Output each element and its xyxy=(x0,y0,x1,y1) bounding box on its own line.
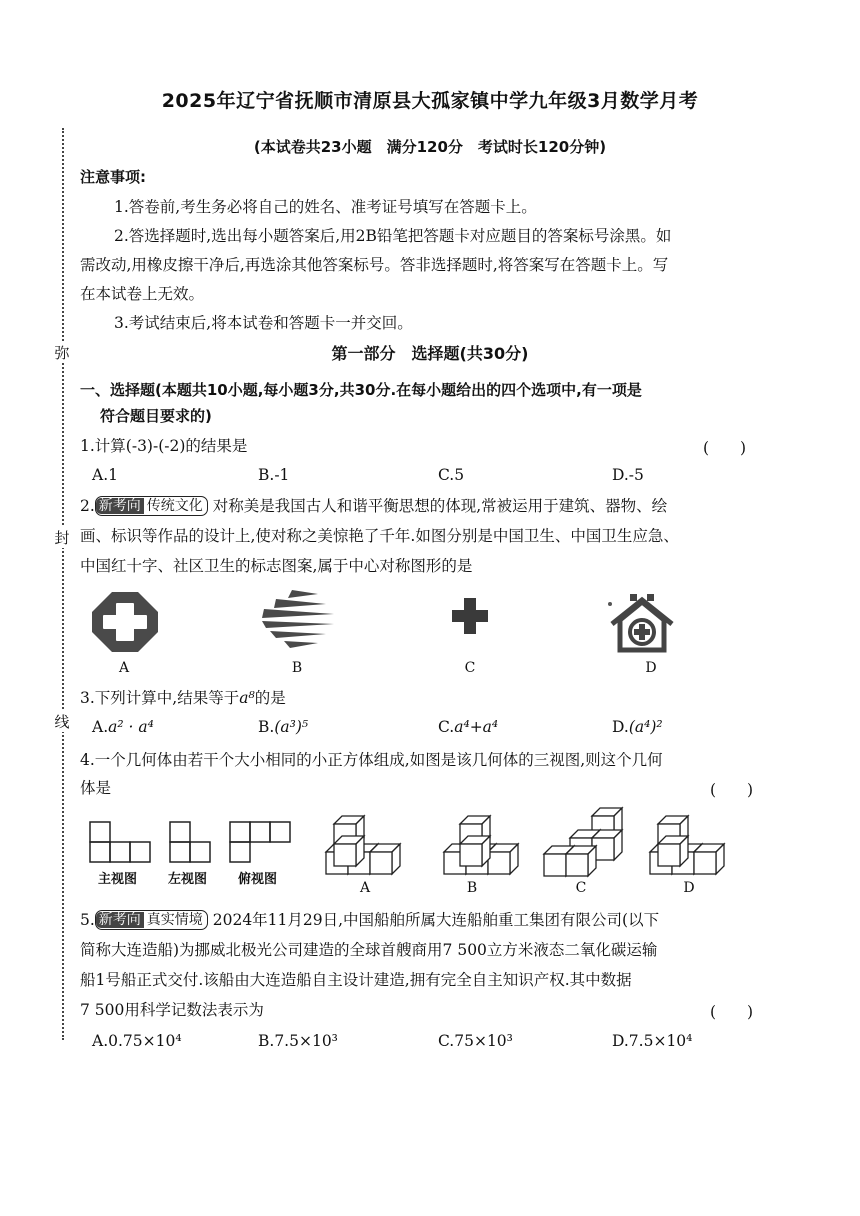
q3-option-d-text: (a⁴)² xyxy=(628,718,663,736)
q3-option-d xyxy=(612,718,663,736)
q3-option-c-text: a⁴+a⁴ xyxy=(454,718,499,736)
q5-option-b: B.7.5×10³ xyxy=(258,1032,338,1050)
q5-answer-paren: ( ) xyxy=(710,1003,754,1021)
q2-line1 xyxy=(80,496,667,516)
q5-option-a: A.0.75×10⁴ xyxy=(92,1032,182,1050)
q4-option-label-d: D xyxy=(683,880,695,896)
q5-badge xyxy=(95,910,208,930)
binding-char-xian: 线 xyxy=(54,713,70,731)
q2-figure-label-b: B xyxy=(291,660,303,676)
q2-figure-label-d: D xyxy=(645,660,657,676)
q2-badge xyxy=(95,496,208,516)
q3-stem-line xyxy=(80,688,286,708)
q2-line2: 画、标识等作品的设计上,使对称之美惊艳了千年.如图分别是中国卫生、中国卫生应急、 xyxy=(80,527,679,545)
q4-line2: 体是 xyxy=(80,779,112,797)
q1-answer-paren: ( ) xyxy=(703,439,747,457)
front-view-label: 主视图 xyxy=(98,872,138,887)
q5-badge-dark: 新考向 xyxy=(96,912,144,928)
q5-line4: 7 500用科学记数法表示为 xyxy=(80,1001,264,1019)
q1-option-d: D.-5 xyxy=(612,466,644,484)
top-view-label: 俯视图 xyxy=(238,872,278,887)
binding-char-mi: 弥 xyxy=(54,344,70,362)
notice-item-2-end: 在本试卷上无效。 xyxy=(80,285,205,303)
q3-option-c xyxy=(438,718,498,736)
q4-option-label-b: B xyxy=(466,880,478,896)
q3-option-c-prefix: C. xyxy=(438,718,455,736)
exam-subtitle: (本试卷共23小题 满分120分 考试时长120分钟) xyxy=(253,138,607,156)
cube-solids-options xyxy=(322,806,762,878)
q5-option-d: D.7.5×10⁴ xyxy=(612,1032,693,1050)
side-view-label: 左视图 xyxy=(168,872,208,887)
q2-badge-dark: 新考向 xyxy=(96,498,144,514)
q4-answer-paren: ( ) xyxy=(710,781,754,799)
q2-line3: 中国红十字、社区卫生的标志图案,属于中心对称图形的是 xyxy=(80,557,473,575)
q3-option-b-text: (a³)⁵ xyxy=(274,718,309,736)
notice-heading: 注意事项: xyxy=(80,168,146,186)
q4-line1: 4.一个几何体由若干个大小相同的小正方体组成,如图是该几何体的三视图,则这个几何 xyxy=(80,751,663,769)
exam-title: 2025年辽宁省抚顺市清原县大孤家镇中学九年级3月数学月考 xyxy=(161,90,699,112)
notice-item-1: 1.答卷前,考生务必将自己的姓名、准考证号填写在答题卡上。 xyxy=(114,198,537,216)
q5-text-1: 2024年11月29日,中国船舶所属大连船舶重工集团有限公司(以下 xyxy=(212,911,660,929)
q3-stem: 3.下列计算中,结果等于 xyxy=(80,689,240,707)
q5-badge-light: 真实情境 xyxy=(146,912,203,928)
q3-option-b xyxy=(258,718,308,736)
q2-badge-light: 传统文化 xyxy=(146,498,203,514)
q3-stem-end: 的是 xyxy=(254,689,286,707)
notice-item-2: 2.答选择题时,选出每小题答案后,用2B铅笔把答题卡对应题目的答案标号涂黑。如 xyxy=(114,227,672,245)
q5-line3: 船1号船正式交付.该船由大连造船自主设计建造,拥有完全自主知识产权.其中数据 xyxy=(80,971,632,989)
red-cross-logo-c-icon xyxy=(452,598,488,634)
q4-option-label-a: A xyxy=(359,880,371,896)
q1-option-c: C.5 xyxy=(438,466,465,484)
binding-char-feng: 封 xyxy=(54,529,70,547)
notice-item-2-cont: 需改动,用橡皮擦干净后,再选涂其他答案标号。答非选择题时,将答案写在答题卡上。写 xyxy=(80,256,669,274)
section-heading-line2: 符合题目要求的) xyxy=(100,407,212,425)
health-logo-a-icon xyxy=(90,590,160,654)
section-heading-line1: 一、选择题(本题共10小题,每小题3分,共30分.在每小题给出的四个选项中,有一项是 xyxy=(80,381,642,399)
binding-dotted-line xyxy=(62,128,64,1040)
q5-number: 5. xyxy=(80,911,95,929)
q3-option-a-prefix: A. xyxy=(92,718,109,736)
q2-text-1: 对称美是我国古人和谐平衡思想的体现,常被运用于建筑、器物、绘 xyxy=(212,497,668,515)
q1-stem: 1.计算(-3)-(-2)的结果是 xyxy=(80,437,248,455)
q3-option-b-prefix: B. xyxy=(258,718,275,736)
q1-option-b: B.-1 xyxy=(258,466,290,484)
health-emergency-logo-b-icon xyxy=(260,590,336,652)
notice-item-3: 3.考试结束后,将本试卷和答题卡一并交回。 xyxy=(114,314,413,332)
q1-option-a: A.1 xyxy=(92,466,118,484)
q3-option-a-text: a² · a⁴ xyxy=(108,718,154,736)
q2-number: 2. xyxy=(80,497,95,515)
q3-option-d-prefix: D. xyxy=(612,718,629,736)
q2-figure-label-a: A xyxy=(118,660,130,676)
q3-target: a⁸ xyxy=(239,689,255,707)
part-heading: 第一部分 选择题(共30分) xyxy=(331,344,529,363)
q3-option-a xyxy=(92,718,154,736)
three-view-drawings xyxy=(88,816,308,864)
community-health-logo-d-icon xyxy=(604,590,680,654)
q5-line1 xyxy=(80,910,659,930)
q4-option-label-c: C xyxy=(575,880,587,896)
q2-figure-label-c: C xyxy=(464,660,476,676)
q5-line2: 简称大连造船)为挪威北极光公司建造的全球首艘商用7 500立方米液态二氧化碳运输 xyxy=(80,941,658,959)
q5-option-c: C.75×10³ xyxy=(438,1032,513,1050)
